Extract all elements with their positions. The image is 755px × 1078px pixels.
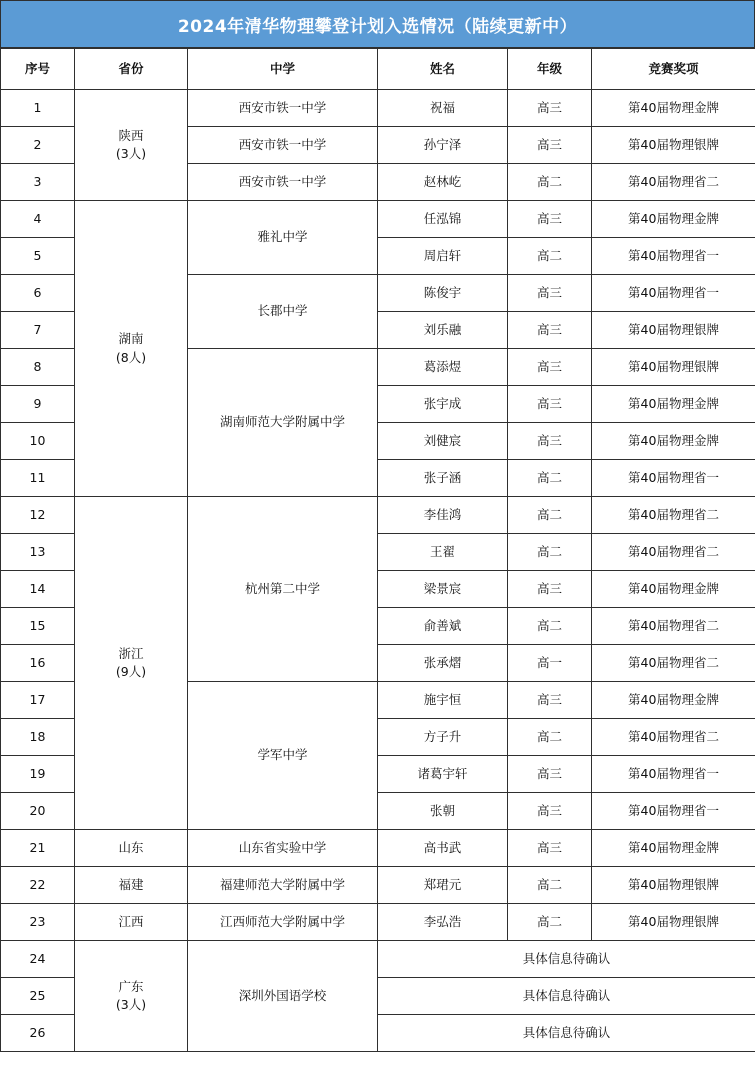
grade-cell: 高三: [508, 201, 592, 238]
row-number: 8: [1, 349, 75, 386]
award-cell: 第40届物理省一: [592, 793, 755, 830]
award-cell: 第40届物理金牌: [592, 682, 755, 719]
grade-cell: 高三: [508, 386, 592, 423]
award-cell: 第40届物理银牌: [592, 904, 755, 941]
province-cell: [75, 497, 188, 830]
table-row: [1, 90, 755, 127]
award-cell: 第40届物理金牌: [592, 571, 755, 608]
grade-cell: 高二: [508, 164, 592, 201]
grade-cell: 高二: [508, 534, 592, 571]
row-number: 6: [1, 275, 75, 312]
row-number: 3: [1, 164, 75, 201]
grade-cell: 高三: [508, 756, 592, 793]
province-cell: [75, 941, 188, 1052]
grade-cell: 高一: [508, 645, 592, 682]
row-number: 21: [1, 830, 75, 867]
pending-info-cell: 具体信息待确认: [378, 941, 755, 978]
student-name-cell: 刘健宸: [378, 423, 508, 460]
row-number: 20: [1, 793, 75, 830]
school-cell: 深圳外国语学校: [188, 941, 378, 1052]
student-name-cell: 张承熠: [378, 645, 508, 682]
school-cell: 长郡中学: [188, 275, 378, 349]
award-cell: 第40届物理省一: [592, 275, 755, 312]
header-row: [1, 49, 755, 90]
award-cell: 第40届物理银牌: [592, 312, 755, 349]
award-cell: 第40届物理省二: [592, 534, 755, 571]
school-cell: 学军中学: [188, 682, 378, 830]
table-body: [1, 90, 755, 1052]
province-name: 福建: [118, 876, 144, 892]
province-cell: [75, 830, 188, 867]
row-number: 15: [1, 608, 75, 645]
row-number: 4: [1, 201, 75, 238]
student-name-cell: 张子涵: [378, 460, 508, 497]
school-cell: 湖南师范大学附属中学: [188, 349, 378, 497]
student-name-cell: 梁景宸: [378, 571, 508, 608]
grade-cell: 高二: [508, 238, 592, 275]
header-award: 竞赛奖项: [592, 49, 755, 90]
student-name-cell: 刘乐融: [378, 312, 508, 349]
row-number: 5: [1, 238, 75, 275]
row-number: 11: [1, 460, 75, 497]
province-cell: [75, 904, 188, 941]
table-row: [1, 867, 755, 904]
award-cell: 第40届物理银牌: [592, 349, 755, 386]
grade-cell: 高三: [508, 423, 592, 460]
table-row: [1, 830, 755, 867]
student-name-cell: 郑珺元: [378, 867, 508, 904]
grade-cell: 高三: [508, 571, 592, 608]
grade-cell: 高二: [508, 867, 592, 904]
row-number: 14: [1, 571, 75, 608]
province-cell: [75, 867, 188, 904]
award-cell: 第40届物理金牌: [592, 423, 755, 460]
student-name-cell: 王翟: [378, 534, 508, 571]
row-number: 7: [1, 312, 75, 349]
row-number: 23: [1, 904, 75, 941]
grade-cell: 高三: [508, 682, 592, 719]
province-name: 浙江: [118, 645, 144, 661]
school-cell: 杭州第二中学: [188, 497, 378, 682]
award-cell: 第40届物理省二: [592, 497, 755, 534]
grade-cell: 高三: [508, 90, 592, 127]
table-row: [1, 201, 755, 238]
student-name-cell: 张宇成: [378, 386, 508, 423]
table-title: 2024年清华物理攀登计划入选情况（陆续更新中）: [0, 0, 755, 48]
grade-cell: 高三: [508, 275, 592, 312]
header-province: 省份: [75, 49, 188, 90]
award-cell: 第40届物理银牌: [592, 867, 755, 904]
student-name-cell: 任泓锦: [378, 201, 508, 238]
province-name: 山东: [118, 839, 144, 855]
award-cell: 第40届物理省二: [592, 645, 755, 682]
row-number: 19: [1, 756, 75, 793]
grade-cell: 高三: [508, 312, 592, 349]
student-name-cell: 赵林屹: [378, 164, 508, 201]
school-cell: 福建师范大学附属中学: [188, 867, 378, 904]
province-name: 陕西: [118, 127, 144, 143]
row-number: 22: [1, 867, 75, 904]
grade-cell: 高二: [508, 497, 592, 534]
row-number: 12: [1, 497, 75, 534]
award-cell: 第40届物理金牌: [592, 90, 755, 127]
grade-cell: 高二: [508, 460, 592, 497]
school-cell: 西安市铁一中学: [188, 164, 378, 201]
award-cell: 第40届物理金牌: [592, 830, 755, 867]
award-cell: 第40届物理金牌: [592, 201, 755, 238]
row-number: 2: [1, 127, 75, 164]
student-name-cell: 陈俊宇: [378, 275, 508, 312]
row-number: 13: [1, 534, 75, 571]
row-number: 9: [1, 386, 75, 423]
award-cell: 第40届物理省一: [592, 756, 755, 793]
province-name: 广东: [118, 978, 144, 994]
award-cell: 第40届物理省一: [592, 460, 755, 497]
school-cell: 山东省实验中学: [188, 830, 378, 867]
row-number: 26: [1, 1015, 75, 1052]
award-cell: 第40届物理金牌: [592, 386, 755, 423]
province-cell: [75, 90, 188, 201]
province-name: 江西: [118, 913, 144, 929]
award-cell: 第40届物理省二: [592, 719, 755, 756]
header-school: 中学: [188, 49, 378, 90]
student-name-cell: 祝福: [378, 90, 508, 127]
province-cell: [75, 201, 188, 497]
school-cell: 雅礼中学: [188, 201, 378, 275]
school-cell: 西安市铁一中学: [188, 90, 378, 127]
province-count: (9人): [115, 664, 147, 679]
student-name-cell: 方子升: [378, 719, 508, 756]
award-cell: 第40届物理省一: [592, 238, 755, 275]
grade-cell: 高二: [508, 904, 592, 941]
student-name-cell: 张朝: [378, 793, 508, 830]
student-name-cell: 俞善斌: [378, 608, 508, 645]
student-name-cell: 周启轩: [378, 238, 508, 275]
province-count: (3人): [115, 146, 147, 161]
award-cell: 第40届物理银牌: [592, 127, 755, 164]
admission-table: [0, 48, 755, 1052]
header-no: 序号: [1, 49, 75, 90]
student-name-cell: 高书武: [378, 830, 508, 867]
pending-info-cell: 具体信息待确认: [378, 1015, 755, 1052]
school-cell: 西安市铁一中学: [188, 127, 378, 164]
row-number: 18: [1, 719, 75, 756]
grade-cell: 高三: [508, 793, 592, 830]
student-name-cell: 李佳鸿: [378, 497, 508, 534]
student-name-cell: 孙宁泽: [378, 127, 508, 164]
grade-cell: 高二: [508, 719, 592, 756]
header-grade: 年级: [508, 49, 592, 90]
student-name-cell: 诸葛宇轩: [378, 756, 508, 793]
pending-info-cell: 具体信息待确认: [378, 978, 755, 1015]
table-row: [1, 941, 755, 978]
student-name-cell: 葛添煜: [378, 349, 508, 386]
row-number: 1: [1, 90, 75, 127]
student-name-cell: 施宇恒: [378, 682, 508, 719]
province-count: (8人): [115, 349, 147, 365]
award-cell: 第40届物理省二: [592, 164, 755, 201]
row-number: 17: [1, 682, 75, 719]
grade-cell: 高二: [508, 608, 592, 645]
grade-cell: 高三: [508, 830, 592, 867]
header-name: 姓名: [378, 49, 508, 90]
province-name: 湖南: [118, 331, 144, 347]
grade-cell: 高三: [508, 349, 592, 386]
student-name-cell: 李弘浩: [378, 904, 508, 941]
award-cell: 第40届物理省二: [592, 608, 755, 645]
table-row: [1, 904, 755, 941]
row-number: 10: [1, 423, 75, 460]
grade-cell: 高三: [508, 127, 592, 164]
province-count: (3人): [115, 997, 147, 1012]
row-number: 16: [1, 645, 75, 682]
school-cell: 江西师范大学附属中学: [188, 904, 378, 941]
table-row: [1, 497, 755, 534]
row-number: 25: [1, 978, 75, 1015]
row-number: 24: [1, 941, 75, 978]
